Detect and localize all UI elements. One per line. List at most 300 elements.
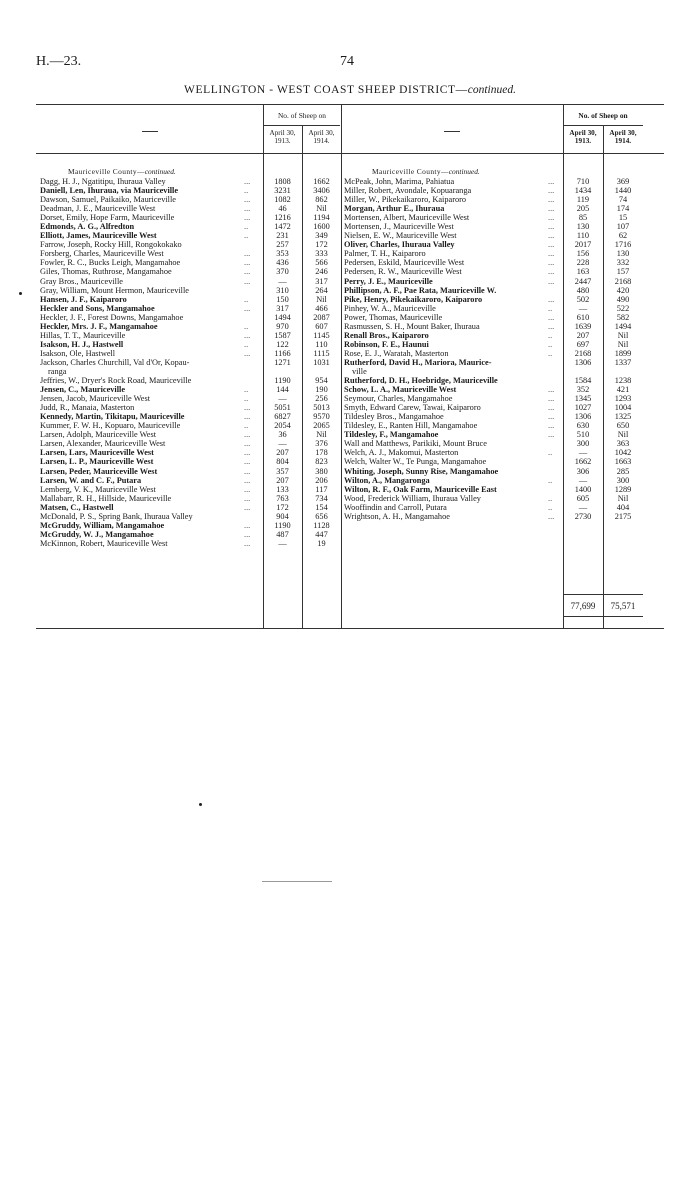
owner-name: McKinnon, Robert, Mauriceville West xyxy=(40,538,168,548)
owner-name: Rose, E. J., Waratah, Masterton xyxy=(344,348,449,358)
sheep-count-1913: 300 xyxy=(576,439,590,449)
sheep-count-1913: 1434 xyxy=(574,186,592,196)
owner-name: Jackson, Charles Churchill, Val d'Or, Kopau- xyxy=(40,357,190,367)
sheep-count-1914: 1662 xyxy=(313,177,330,186)
sheep-count-1914: 421 xyxy=(616,385,630,395)
sheep-count-1914: 157 xyxy=(616,267,630,277)
sheep-count-1914: 1004 xyxy=(614,403,632,413)
sheep-count-1914: 190 xyxy=(315,385,328,395)
table-row xyxy=(40,358,340,367)
table-row xyxy=(344,476,644,485)
sheep-count-1914: 1337 xyxy=(614,357,632,367)
table-row xyxy=(344,295,644,304)
leader-dots: ... xyxy=(548,177,555,186)
table-row xyxy=(40,412,340,421)
owner-name: Robinson, F. E., Haunui xyxy=(344,339,429,349)
sheep-count-1914: Nil xyxy=(316,294,327,304)
sheep-count-1914: 566 xyxy=(315,258,328,268)
sheep-count-1914: 256 xyxy=(315,394,328,404)
table-row xyxy=(40,213,340,222)
owner-name: Jeffries, W., Dryer's Rock Road, Mauriceville xyxy=(40,376,192,386)
sheep-count-1914: 178 xyxy=(315,448,328,458)
sheep-count-1913: 3231 xyxy=(274,186,291,196)
sheep-count-1914: 1194 xyxy=(313,213,330,223)
table-row xyxy=(344,367,644,376)
owner-name: McGruddy, William, Mangamahoe xyxy=(40,520,165,530)
sheep-count-1914: 607 xyxy=(315,321,328,331)
table-row xyxy=(344,358,644,367)
table-row xyxy=(40,376,340,385)
sheep-count-1914: 1031 xyxy=(313,357,330,367)
leader-dots: ... xyxy=(548,222,555,232)
leader-dots: .. xyxy=(548,448,553,458)
owner-name: Wilton, A., Mangaronga xyxy=(344,475,430,485)
sheep-count-1913: 1190 xyxy=(274,376,291,386)
sheep-count-1913: 231 xyxy=(276,231,289,241)
owner-name: Hansen, J. F., Kaiparoro xyxy=(40,294,127,304)
leader-dots: .. xyxy=(244,222,249,232)
owner-name: Wilton, R. F., Oak Farm, Mauriceville East xyxy=(344,484,497,494)
owner-name: Rutherford, David H., Mariora, Maurice- xyxy=(344,357,492,367)
owner-name: Larsen, Alexander, Mauriceville West xyxy=(40,439,166,449)
leader-dots: ... xyxy=(548,385,555,395)
sheep-count-1913: 970 xyxy=(276,321,289,331)
table-row xyxy=(344,421,644,430)
leader-dots: ... xyxy=(244,430,251,440)
sheep-count-1913: 1400 xyxy=(574,484,592,494)
owner-name: ranga xyxy=(48,366,67,376)
table-row xyxy=(40,476,340,485)
sheep-count-1914: 174 xyxy=(616,204,630,214)
owner-name: Gray Bros., Mauriceville xyxy=(40,276,123,286)
sheep-count-1914: Nil xyxy=(316,430,327,440)
right-sheep-group-header: No. of Sheep on xyxy=(578,111,628,120)
table-row xyxy=(344,304,644,313)
sheep-count-1913: 1082 xyxy=(274,195,291,205)
owner-name: Larsen, Peder, Mauriceville West xyxy=(40,466,158,476)
table-row xyxy=(344,376,644,385)
left-col-1913-header: April 30, 1913. xyxy=(269,129,296,145)
owner-name: Larsen, W. and C. F., Putara xyxy=(40,475,142,485)
table-row xyxy=(40,367,340,376)
sheep-count-1913: 207 xyxy=(276,475,289,485)
table-row xyxy=(344,277,644,286)
table-row xyxy=(40,313,340,322)
sheep-count-1914: 264 xyxy=(315,285,328,295)
sheep-count-1913: 2054 xyxy=(274,421,291,431)
sheep-count-1914: 522 xyxy=(616,303,630,313)
leader-dots: ... xyxy=(548,394,555,404)
sheep-count-1914: 2087 xyxy=(313,312,330,322)
sheep-count-1913: 436 xyxy=(276,258,289,268)
owner-name: Smyth, Edward Carew, Tawai, Kaiparoro xyxy=(344,403,481,413)
sheep-count-1914: 1899 xyxy=(614,348,632,358)
table-row xyxy=(344,494,644,503)
leader-dots: ... xyxy=(244,276,251,286)
sheep-count-1914: 466 xyxy=(315,303,328,313)
owner-name: Pedersen, R. W., Mauriceville West xyxy=(344,267,462,277)
sheep-count-1914: 1325 xyxy=(614,412,632,422)
owner-name: Deadman, J. E., Mauriceville West xyxy=(40,204,156,214)
leader-dots: ... xyxy=(548,403,555,413)
sheep-count-1913: 352 xyxy=(576,385,590,395)
leader-dots: ... xyxy=(244,529,251,539)
right-col-1913-header: April 30, 1913. xyxy=(569,129,597,145)
owner-name: Power, Thomas, Mauriceville xyxy=(344,312,443,322)
leader-dots: ... xyxy=(244,177,251,186)
sheep-count-1913: 150 xyxy=(276,294,289,304)
sheep-count-1913: 310 xyxy=(276,285,289,295)
leader-dots: .. xyxy=(548,303,553,313)
sheep-count-1913: 2730 xyxy=(574,511,592,521)
leader-dots: .. xyxy=(548,502,553,512)
sheep-count-1914: 74 xyxy=(618,195,628,205)
owner-name: Wrightson, A. H., Mangamahoe xyxy=(344,511,450,521)
title-main: WELLINGTON - WEST COAST SHEEP DISTRICT— xyxy=(184,84,468,96)
table-row xyxy=(40,539,340,548)
owner-name: Gray, William, Mount Hermon, Mauriceville xyxy=(40,285,189,295)
table-row xyxy=(344,267,644,276)
table-row xyxy=(344,394,644,403)
sheep-count-1914: 1716 xyxy=(614,240,632,250)
sheep-count-1913: 172 xyxy=(276,502,289,512)
sheep-count-1914: 1600 xyxy=(313,222,330,232)
leader-dots: ... xyxy=(548,312,555,322)
table-row xyxy=(344,485,644,494)
table-row xyxy=(40,249,340,258)
faint-rule xyxy=(262,881,332,882)
table-row xyxy=(40,277,340,286)
table-row xyxy=(40,186,340,195)
right-col-1914-header: April 30, 1914. xyxy=(609,129,637,145)
leader-dots: .. xyxy=(244,231,249,241)
leader-dots: .. xyxy=(244,339,249,349)
sheep-count-1913: 228 xyxy=(576,258,590,268)
leader-dots: ... xyxy=(244,457,251,467)
leader-dots: ... xyxy=(244,249,251,259)
sheep-count-1914: 154 xyxy=(315,502,328,512)
owner-name: Dagg, H. J., Ngatitipu, Ihuraua Valley xyxy=(40,177,166,186)
sheep-count-1914: 1663 xyxy=(614,457,632,467)
scan-speck xyxy=(199,803,202,806)
sheep-count-1913: 1472 xyxy=(274,222,291,232)
owner-name: Kennedy, Martin, Tikitapu, Mauriceville xyxy=(40,412,185,422)
sheep-count-1914: 130 xyxy=(616,249,630,259)
sheep-count-1914: 285 xyxy=(616,466,630,476)
right-header-dash xyxy=(444,131,460,132)
table-row xyxy=(344,195,644,204)
table-row xyxy=(344,430,644,439)
leader-dots: ... xyxy=(244,204,251,214)
owner-name: Fowler, R. C., Bucks Leigh, Mangamahoe xyxy=(40,258,181,268)
sheep-count-1914: 1128 xyxy=(313,520,330,530)
sheep-count-1914: Nil xyxy=(617,493,629,503)
sheep-count-1914: 490 xyxy=(616,294,630,304)
sheep-count-1913: 257 xyxy=(276,240,289,250)
sheep-count-1914: 1042 xyxy=(614,448,632,458)
leader-dots: ... xyxy=(244,258,251,268)
sheep-count-1914: 206 xyxy=(315,475,328,485)
sheep-count-1914: 2168 xyxy=(614,276,632,286)
table-row xyxy=(40,331,340,340)
leader-dots: ... xyxy=(244,538,251,548)
owner-name: ville xyxy=(352,366,367,376)
table-row xyxy=(40,258,340,267)
owner-name: Mallabarr, R. H., Hillside, Mauriceville xyxy=(40,493,172,503)
sheep-count-1914: 363 xyxy=(616,439,630,449)
table-row xyxy=(344,457,644,466)
sheep-count-1914: Nil xyxy=(316,204,327,214)
leader-dots: ... xyxy=(244,502,251,512)
sheep-count-1913: 1345 xyxy=(574,394,592,404)
sheep-count-1914: 107 xyxy=(616,222,630,232)
sheep-count-1913: 1306 xyxy=(574,357,592,367)
owner-name: Elliott, James, Mauriceville West xyxy=(40,231,157,241)
owner-name: Wall and Matthews, Parikiki, Mount Bruce xyxy=(344,439,487,449)
table-row xyxy=(40,394,340,403)
scan-speck xyxy=(19,292,22,295)
leader-dots: ... xyxy=(548,195,555,205)
sheep-count-1913: — xyxy=(578,303,588,313)
sheep-count-1913: 630 xyxy=(576,421,590,431)
total-1913: 77,699 xyxy=(570,601,596,611)
table-row xyxy=(40,521,340,530)
table-row xyxy=(40,295,340,304)
leader-dots: .. xyxy=(548,493,553,503)
sheep-count-1913: 763 xyxy=(276,493,289,503)
sheep-count-1914: 117 xyxy=(315,484,328,494)
sheep-count-1914: 656 xyxy=(315,511,328,521)
sheep-count-1914: 954 xyxy=(315,376,328,386)
owner-name: Rasmussen, S. H., Mount Baker, Ihuraua xyxy=(344,321,480,331)
table-row xyxy=(344,403,644,412)
table-row xyxy=(344,231,644,240)
owner-name: Miller, Robert, Avondale, Kopuaranga xyxy=(344,186,472,196)
owner-name: Larsen, L. P., Mauriceville West xyxy=(40,457,154,467)
sheep-count-1914: 823 xyxy=(315,457,328,467)
table-row xyxy=(40,267,340,276)
sheep-count-1914: 1440 xyxy=(614,186,632,196)
table-row xyxy=(40,222,340,231)
leader-dots: .. xyxy=(548,339,553,349)
table-row xyxy=(344,177,644,186)
owner-name: Tildesley Bros., Mangamahoe xyxy=(344,412,444,422)
sheep-count-1914: Nil xyxy=(617,330,629,340)
owner-name: Jensen, Jacob, Mauriceville West xyxy=(40,394,151,404)
sheep-count-1913: 133 xyxy=(276,484,289,494)
owner-name: Miller, W., Pikekaikaroro, Kaiparoro xyxy=(344,195,467,205)
leader-dots: .. xyxy=(244,385,249,395)
table-row xyxy=(344,412,644,421)
sheep-count-1914: 862 xyxy=(315,195,328,205)
left-header-dash xyxy=(142,131,158,132)
title-continued: continued. xyxy=(467,84,516,96)
page-title xyxy=(0,84,700,96)
sheep-count-1914: 404 xyxy=(616,502,630,512)
owner-name: Rutherford, D. H., Hoebridge, Mauriceville xyxy=(344,376,498,386)
sheep-count-1913: 2017 xyxy=(574,240,592,250)
leader-dots: ... xyxy=(244,195,251,205)
owner-name: Dawson, Samuel, Paikaiko, Mauriceville xyxy=(40,195,176,205)
leader-dots: ... xyxy=(548,258,555,268)
owner-name: Forsberg, Charles, Mauriceville West xyxy=(40,249,164,259)
leader-dots: ... xyxy=(244,448,251,458)
sheep-count-1913: 317 xyxy=(276,303,289,313)
sheep-count-1913: 207 xyxy=(576,330,590,340)
owner-name: Tildesley, E., Ranten Hill, Mangamahoe xyxy=(344,421,478,431)
leader-dots: ... xyxy=(244,213,251,223)
table-row xyxy=(344,286,644,295)
table-row xyxy=(344,349,644,358)
sheep-count-1914: 19 xyxy=(317,538,326,548)
table-row xyxy=(344,331,644,340)
document-reference: H.—23. xyxy=(36,54,82,69)
sheep-count-1913: 1662 xyxy=(574,457,592,467)
owner-name: Giles, Thomas, Ruthrose, Mangamahoe xyxy=(40,267,172,277)
leader-dots: ... xyxy=(244,493,251,503)
sheep-count-1914: 333 xyxy=(315,249,328,259)
sheep-count-1914: 300 xyxy=(616,475,630,485)
sheep-count-1914: 1494 xyxy=(614,321,632,331)
leader-dots: ... xyxy=(244,520,251,530)
sheep-count-1913: 36 xyxy=(278,430,287,440)
table-row xyxy=(40,512,340,521)
table-row xyxy=(344,503,644,512)
total-top-rule xyxy=(563,594,643,595)
sheep-count-1913: 502 xyxy=(576,294,590,304)
sheep-count-1914: 734 xyxy=(315,493,328,503)
sheep-count-1913: 1166 xyxy=(274,348,291,358)
owner-name: Heckler, J. F., Forest Downs, Mangamahoe xyxy=(40,312,184,322)
owner-name: Schow, L. A., Mauriceville West xyxy=(344,385,457,395)
sheep-count-1914: 317 xyxy=(315,276,328,286)
leader-dots: ... xyxy=(244,475,251,485)
sheep-count-1913: 1271 xyxy=(274,357,291,367)
sheep-count-1913: — xyxy=(578,502,588,512)
sheep-count-1913: 144 xyxy=(276,385,289,395)
table-row xyxy=(344,439,644,448)
total-1914: 75,571 xyxy=(610,601,636,611)
leader-dots: ... xyxy=(548,249,555,259)
table-row xyxy=(344,322,644,331)
total-bottom-rule xyxy=(563,616,643,617)
sheep-count-1913: 1494 xyxy=(274,312,291,322)
sheep-count-1913: 2168 xyxy=(574,348,592,358)
leader-dots: .. xyxy=(244,186,249,196)
table-row xyxy=(40,340,340,349)
table-row xyxy=(40,503,340,512)
owner-name: Dorset, Emily, Hope Farm, Mauriceville xyxy=(40,213,175,223)
owner-name: Hillas, T. T., Mauriceville xyxy=(40,330,126,340)
sheep-count-1914: 380 xyxy=(315,466,328,476)
sheep-count-1913: — xyxy=(278,394,287,404)
leader-dots: ... xyxy=(548,421,555,431)
sheep-count-1913: 1808 xyxy=(274,177,291,186)
owner-name: Daniell, Len, Ihuraua, via Mauriceville xyxy=(40,186,179,196)
sheep-count-1914: 650 xyxy=(616,421,630,431)
leader-dots: ... xyxy=(548,321,555,331)
leader-dots: ... xyxy=(548,511,555,521)
table-row xyxy=(40,385,340,394)
owner-name: Matsen, C., Hastwell xyxy=(40,502,114,512)
leader-dots: ... xyxy=(244,303,251,313)
sheep-count-1913: 306 xyxy=(576,466,590,476)
sheep-count-1914: 420 xyxy=(616,285,630,295)
table-row xyxy=(40,240,340,249)
owner-name: Lemberg, V. K., Mauriceville West xyxy=(40,484,156,494)
sheep-count-1914: 1145 xyxy=(313,330,330,340)
sheep-count-1913: 156 xyxy=(576,249,590,259)
table-row xyxy=(344,186,644,195)
owner-name: Renall Bros., Kaiparoro xyxy=(344,330,429,340)
owner-name: Pike, Henry, Pikekaikaroro, Kaiparoro xyxy=(344,294,483,304)
sheep-count-1913: 2447 xyxy=(574,276,592,286)
leader-dots: ... xyxy=(548,204,555,214)
sheep-count-1913: 1190 xyxy=(274,520,291,530)
sheep-count-1914: 447 xyxy=(315,529,328,539)
table-row xyxy=(40,195,340,204)
owner-name: Mortensen, J., Mauriceville West xyxy=(344,222,454,232)
sheep-count-1913: 6827 xyxy=(274,412,291,422)
table-row xyxy=(344,249,644,258)
sheep-count-1914: 62 xyxy=(618,231,628,241)
table-header-rule xyxy=(36,153,664,154)
table-row xyxy=(344,204,644,213)
sheep-count-1913: 1639 xyxy=(574,321,592,331)
sheep-count-1914: 2175 xyxy=(614,511,632,521)
sheep-count-1913: 353 xyxy=(276,249,289,259)
sheep-count-1913: 1027 xyxy=(574,403,592,413)
right-entries xyxy=(344,177,644,521)
sheep-count-1914: Nil xyxy=(617,339,629,349)
leader-dots: .. xyxy=(244,421,249,431)
center-divider xyxy=(341,104,342,628)
table-row xyxy=(40,530,340,539)
table-row xyxy=(40,457,340,466)
owner-name: Morgan, Arthur E., Ihuraua xyxy=(344,204,445,214)
owner-name: Wooffindin and Carroll, Putara xyxy=(344,502,447,512)
owner-name: Pedersen, Eskild, Mauriceville West xyxy=(344,258,465,268)
leader-dots: ... xyxy=(244,484,251,494)
leader-dots: ... xyxy=(548,267,555,277)
table-row xyxy=(344,258,644,267)
sheep-count-1913: 46 xyxy=(278,204,287,214)
leader-dots: ... xyxy=(548,294,555,304)
sheep-count-1913: 119 xyxy=(576,195,590,205)
sheep-count-1914: 5013 xyxy=(313,403,330,413)
sheep-count-1914: 1238 xyxy=(614,376,632,386)
table-row xyxy=(40,448,340,457)
sheep-count-1914: 1289 xyxy=(614,484,632,494)
leader-dots: ... xyxy=(548,240,555,250)
table-row xyxy=(40,467,340,476)
sheep-count-1913: 122 xyxy=(276,339,289,349)
sheep-count-1913: — xyxy=(278,276,287,286)
sheep-count-1913: — xyxy=(578,448,588,458)
table-bottom-rule xyxy=(36,628,664,629)
sheep-count-1913: — xyxy=(278,538,287,548)
page-number: 74 xyxy=(340,54,354,69)
sheep-count-1913: 1306 xyxy=(574,412,592,422)
owner-name: Farrow, Joseph, Rocky Hill, Rongokokako xyxy=(40,240,182,250)
sheep-count-1914: 2065 xyxy=(313,421,330,431)
leader-dots: ... xyxy=(548,231,555,241)
sheep-count-1914: 3406 xyxy=(313,186,330,196)
sheep-count-1913: 207 xyxy=(276,448,289,458)
owner-name: Nielsen, E. W., Mauriceville West xyxy=(344,231,457,241)
sheep-count-1913: 85 xyxy=(578,213,588,223)
sheep-count-1914: 582 xyxy=(616,312,630,322)
